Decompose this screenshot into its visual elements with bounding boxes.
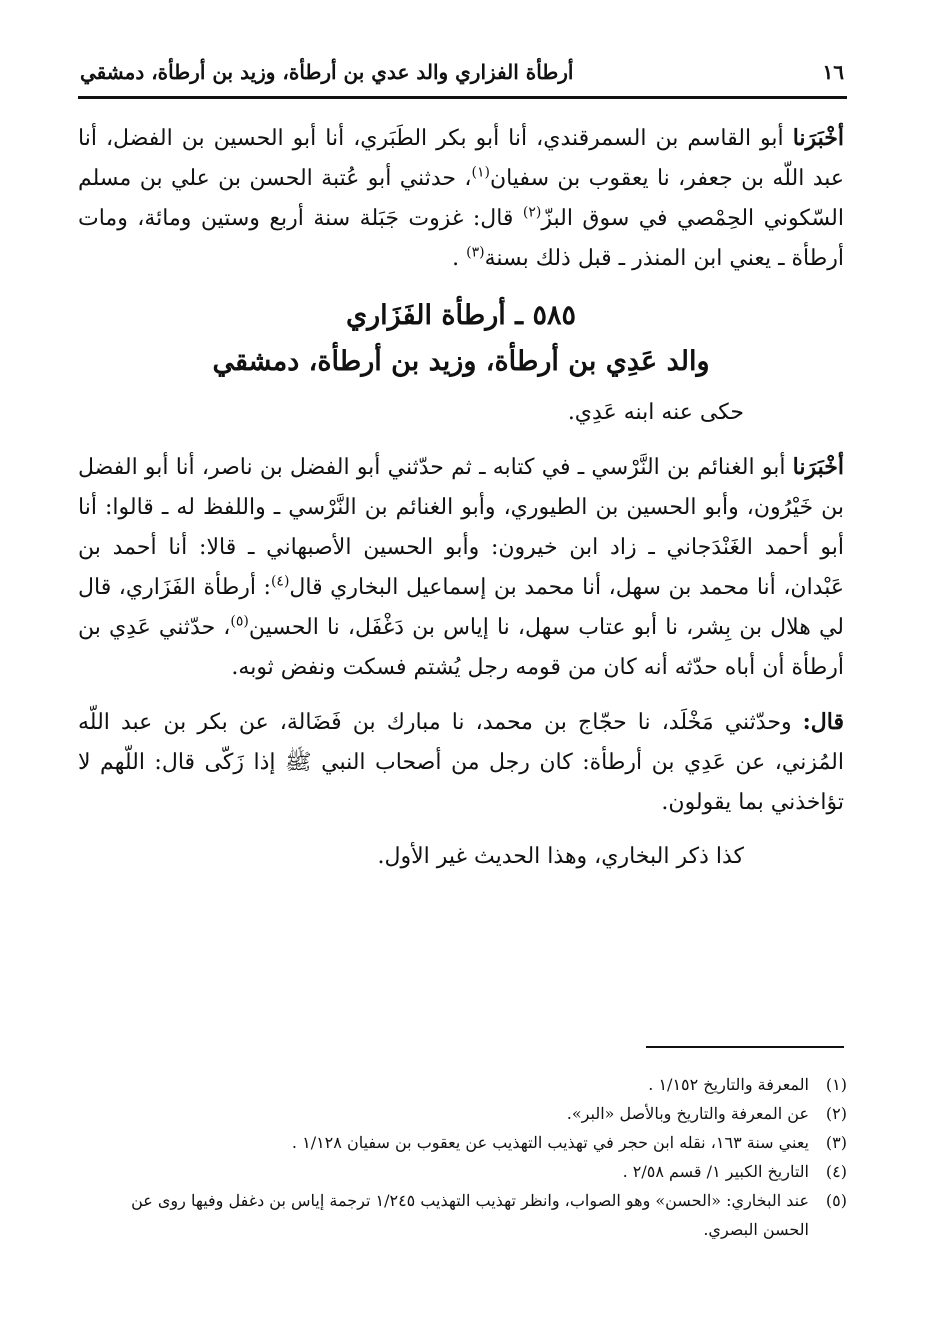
footnotes xyxy=(90,1070,847,1244)
footnote-text: عند البخاري: «الحسن» وهو الصواب، وانظر تهذيب التهذيب ١/٢٤٥ ترجمة إياس بن دغفل وفيها روى عن الحسن البصري. xyxy=(131,1191,809,1239)
paragraph-text: أبو الغنائم بن النَّرْسي ـ في كتابه ـ ثم حدّثني أبو الفضل بن ناصر، أنا أبو الفضل بن خَيْرُون، وأبو الحسين بن الطيوري، وأبو الغنائم بن النَّرْسي ـ واللفظ له ـ قالوا: أنا أبو أحمد الغَنْدَجاني ـ زاد ابن خيرون: وأبو الحسين الأصبهاني ـ قالا: أنا أحمد بن عَبْدان، أنا محمد بن سهل، أنا محمد بن إسماعيل البخاري قال xyxy=(78,455,844,600)
footnote-number: (١) xyxy=(825,1075,847,1094)
paragraph-text: ، حدثني أبو عُتبة الحسن بن علي بن مسلم السّكوني الحِمْصي في سوق البزّ xyxy=(78,166,844,231)
entry-heading-line2: والد عَدِي بن أرطأة، وزيد بن أرطأة، دمشقي xyxy=(212,346,710,377)
paragraph-text: . xyxy=(452,246,467,271)
footnote-item xyxy=(90,1099,847,1128)
footnote-ref[interactable]: (٣) xyxy=(466,244,485,261)
footnote-number: (٣) xyxy=(825,1133,847,1152)
page-header xyxy=(80,52,844,92)
footnote-ref[interactable]: (٥) xyxy=(230,613,249,630)
footnote-number: (٤) xyxy=(825,1162,847,1181)
footnote-text: المعرفة والتاريخ ١/١٥٢ . xyxy=(648,1075,809,1094)
footnote-number: (٥) xyxy=(825,1191,847,1210)
footnote-rule xyxy=(646,1046,844,1048)
footnote-text: عن المعرفة والتاريخ وبالأصل «البر». xyxy=(566,1104,809,1123)
paragraph-isnad-2 xyxy=(78,447,844,688)
footnote-ref[interactable]: (٢) xyxy=(522,204,542,221)
running-title: أرطأة الفزاري والد عدي بن أرطأة، وزيد بن أرطأة، دمشقي xyxy=(80,60,574,84)
footnote-item xyxy=(90,1128,847,1157)
footnote-number: (٢) xyxy=(825,1104,847,1123)
lead-word: أخْبَرَنا xyxy=(792,125,845,151)
footnote-item xyxy=(90,1157,847,1186)
lead-word: أخْبَرَنا xyxy=(792,454,844,480)
header-rule xyxy=(78,96,847,99)
paragraph-isnad-1 xyxy=(78,118,844,279)
entry-heading xyxy=(78,293,844,385)
paragraph-closing: كذا ذكر البخاري، وهذا الحديث غير الأول. xyxy=(377,844,744,869)
footnote-text: التاريخ الكبير ١/ قسم ٢/٥٨ . xyxy=(622,1162,809,1181)
footnote-text: يعني سنة ١٦٣، نقله ابن حجر في تهذيب التهذيب عن يعقوب بن سفيان ١/١٢٨ . xyxy=(291,1133,809,1152)
paragraph-text: قال: غزوت جَبَلة سنة أربع وستين ومائة، ومات أرطأة ـ يعني ابن المنذر ـ قبل ذلك بسنة xyxy=(78,206,844,271)
entry-heading-line1: ٥٨٥ ـ أرطأة الفَزَاري xyxy=(346,300,576,331)
page-number: ١٦ xyxy=(822,60,844,84)
lead-word: قال: xyxy=(802,709,844,735)
footnote-item xyxy=(90,1070,847,1099)
main-text xyxy=(78,118,844,877)
paragraph-isnad-3 xyxy=(78,702,844,823)
footnote-item xyxy=(90,1186,847,1244)
paragraph-text: وحدّثني مَخْلَد، نا حجّاج بن محمد، نا مبارك بن فَضَالة، عن بكر بن عبد اللّه المُزني، عن عَدِي بن أرطأة: كان رجل من أصحاب النبي ﷺ إذا زَكّى قال: اللّهم لا تؤاخذني بما يقولون. xyxy=(78,710,844,815)
paragraph-text: أبو القاسم بن السمرقندي، أنا أبو بكر الطَبَري، أنا أبو الحسين بن الفضل، أنا عبد اللّه بن جعفر، نا يعقوب بن سفيان xyxy=(78,126,845,191)
paragraph-intro: حكى عنه ابنه عَدِي. xyxy=(567,400,744,425)
footnote-ref[interactable]: (١) xyxy=(471,164,490,181)
paragraph-text: : أرطأة الفَزَاري، قال لي هلال بن بِشر، نا أبو عتاب سهل، نا إياس بن دَغْفَل، نا الحسين xyxy=(78,575,844,640)
paragraph-text: ، حدّثني عَدِي بن أرطأة أن أباه حدّثه أنه كان من قومه رجل يُشتم فسكت ونفض ثوبه. xyxy=(78,615,844,680)
footnote-ref[interactable]: (٤) xyxy=(270,573,290,590)
